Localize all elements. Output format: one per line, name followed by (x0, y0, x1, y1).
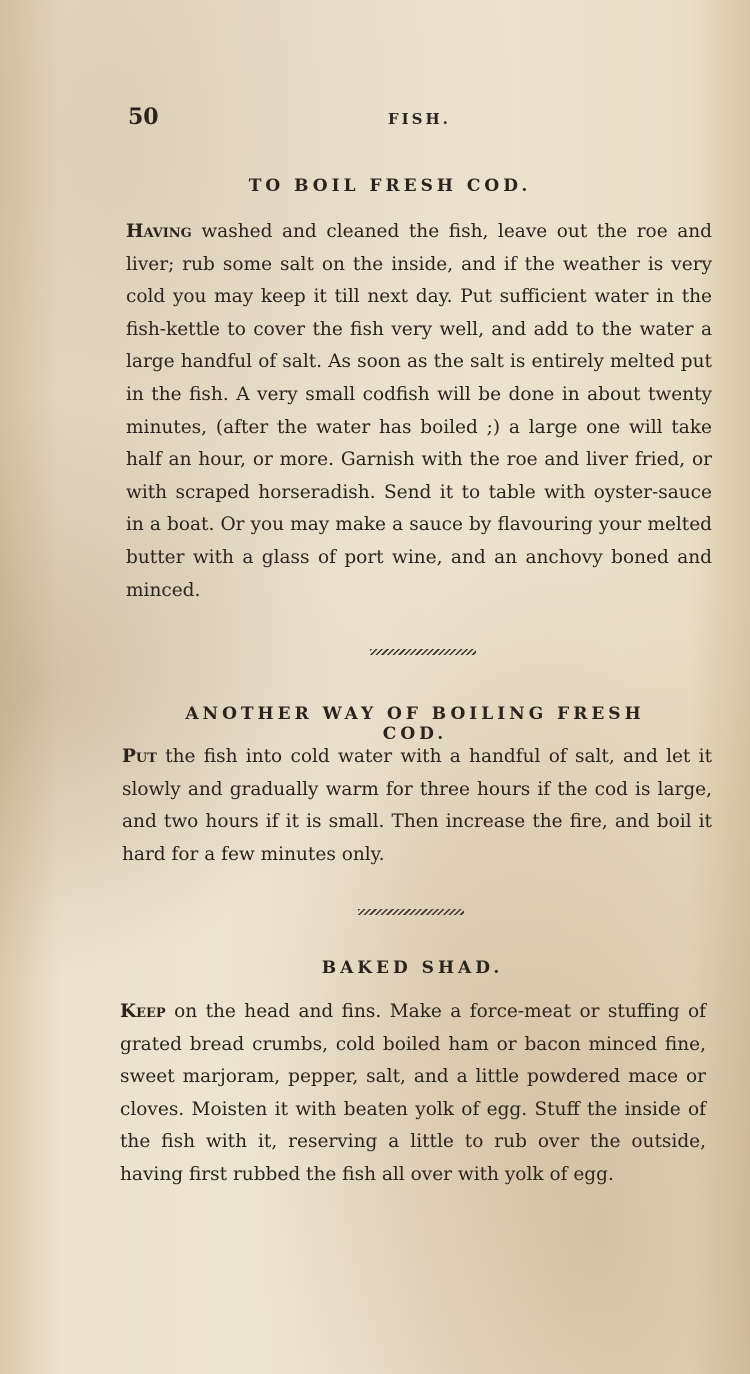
page-header (128, 104, 710, 134)
section-text: washed and cleaned the fish, leave out the roe and liver; rub some salt on the inside, and if the weather is very cold you may keep it till next day. Put sufficient water in the fish-kettle to cover the fish very well, and add to the water a large handful of salt. As soon as the salt is entirely melted put in the fish. A very small codfish will be done in about twenty minutes, (after the water has boiled ;) a large one will take half an hour, or more. Garnish with the roe and liver fried, or with scraped horseradish. Send it to table with oyster-sauce in a boat. Or you may make a sauce by flavouring your melted butter with a glass of port wine, and an anchovy boned and minced. (126, 221, 712, 601)
section-lead-word: Put (122, 746, 157, 767)
section-text: the fish into cold water with a handful of salt, and let it slowly and gradually warm for three hours if the cod is large, and two hours if it is small. Then increase the fire, and boil it hard for a few minutes only. (122, 746, 712, 865)
section-lead-word: Keep (120, 1001, 166, 1022)
section-divider (358, 909, 464, 915)
running-head: FISH. (388, 110, 451, 128)
section-title-another-way: ANOTHER WAY OF BOILING FRESH COD. (185, 704, 645, 744)
section-body-another-way (122, 741, 712, 871)
section-divider (370, 649, 476, 655)
section-title-baked-shad: BAKED SHAD. (321, 958, 504, 978)
section-body-boil-cod (126, 216, 712, 607)
section-body-baked-shad (120, 996, 706, 1192)
page-number: 50 (128, 104, 159, 130)
section-lead-word: Having (126, 221, 192, 242)
section-text: on the head and fins. Make a force-meat or stuffing of grated bread crumbs, cold boiled ham or bacon minced fine, sweet marjoram, pepper, salt, and a little powdered mace or cloves. Moisten it with beaten yolk of egg. Stuff the inside of the fish with it, reserving a little to rub over the outside, having first rubbed the fish all over with yolk of egg. (120, 1001, 706, 1185)
section-title-boil-cod: TO BOIL FRESH COD. (248, 176, 532, 196)
